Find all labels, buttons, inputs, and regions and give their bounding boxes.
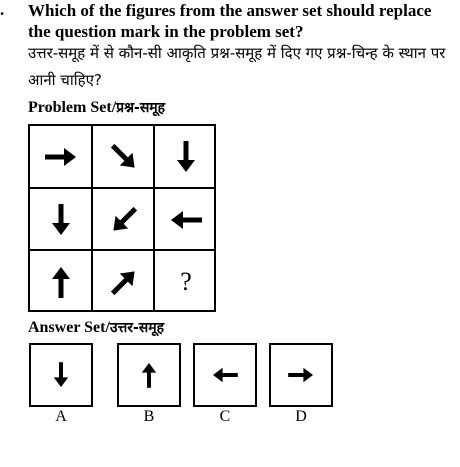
problem-cell-5	[93, 189, 155, 251]
problem-cell-6	[155, 189, 217, 251]
arrow-left-icon	[209, 359, 241, 391]
arrow-up-icon	[133, 359, 165, 391]
answer-option-a[interactable]	[29, 343, 93, 407]
answer-set-label	[28, 318, 164, 338]
answer-option-a-letter: A	[55, 408, 67, 425]
question-text-hi: उत्तर-समूह में से कौन-सी आकृति प्रश्न-समूह में दिए गए प्रश्न-चिन्ह के स्थान पर आनी चाहिए?	[28, 44, 446, 89]
answer-option-b[interactable]	[117, 343, 181, 407]
problem-set-label-en: Problem Set/	[28, 99, 117, 116]
answer-option-c-letter: C	[219, 408, 231, 425]
problem-set-label-hi: प्रश्न-समूह	[116, 100, 166, 116]
problem-cell-1	[30, 126, 92, 188]
answer-option-d-letter: D	[295, 408, 307, 425]
arrow-down-icon	[41, 200, 81, 240]
problem-cell-8	[93, 251, 155, 313]
problem-cell-2	[93, 126, 155, 188]
arrow-down-left-icon	[104, 200, 144, 240]
question-mark: ?	[180, 267, 192, 296]
arrow-right-icon	[41, 137, 81, 177]
arrow-down-right-icon	[104, 137, 144, 177]
answer-option-b-letter: B	[143, 408, 155, 425]
answer-option-d[interactable]	[269, 343, 333, 407]
arrow-down-icon	[166, 137, 206, 177]
answer-set-label-en: Answer Set/	[28, 319, 110, 336]
problem-set-label	[28, 98, 165, 118]
arrow-right-icon	[285, 359, 317, 391]
problem-set-grid	[28, 124, 216, 312]
problem-cell-4	[30, 189, 92, 251]
problem-cell-7	[30, 251, 92, 313]
arrow-up-right-icon	[104, 262, 144, 302]
answer-set-label-hi: उत्तर-समूह	[109, 320, 165, 336]
problem-cell-3	[155, 126, 217, 188]
problem-cell-9	[155, 251, 217, 313]
arrow-down-icon	[45, 359, 77, 391]
arrow-up-icon	[41, 262, 81, 302]
question-number: .	[0, 0, 5, 19]
answer-option-c[interactable]	[193, 343, 257, 407]
question-text-en: Which of the figures from the answer set should replace the question mark in the problem set?	[28, 1, 432, 41]
arrow-left-icon	[166, 200, 206, 240]
